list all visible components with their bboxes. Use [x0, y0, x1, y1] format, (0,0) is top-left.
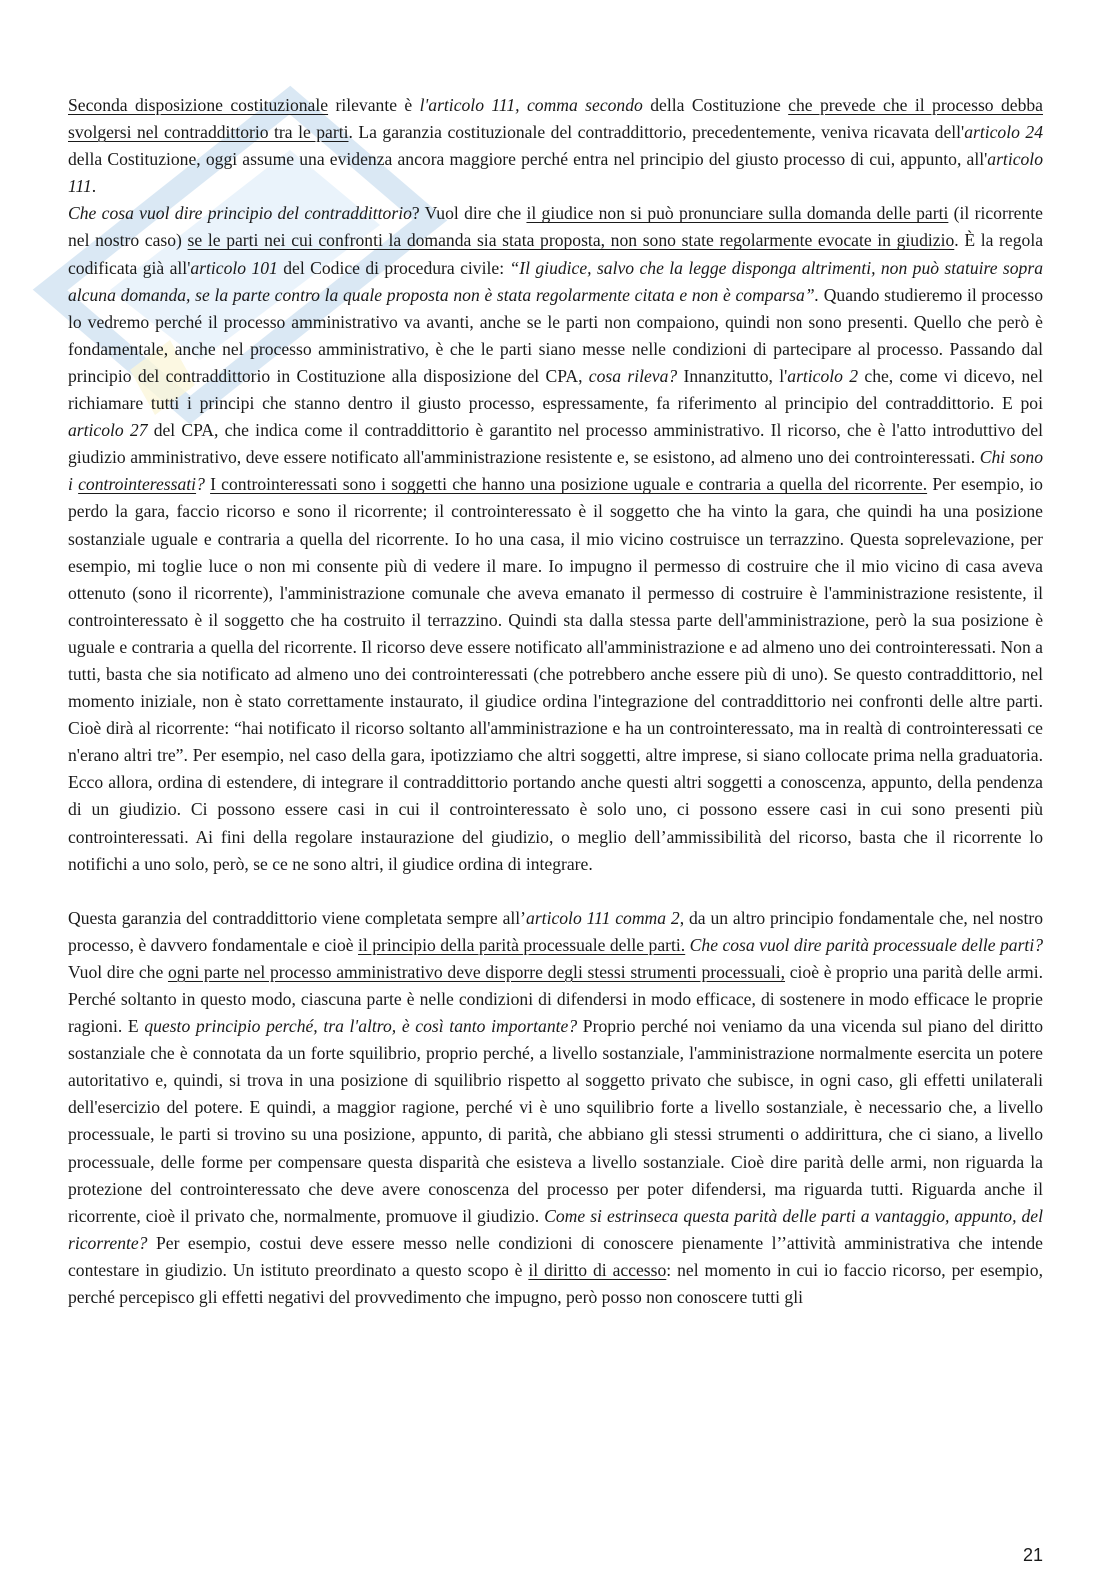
text-span: Che cosa vuol dire principio del contraddittorio — [68, 203, 412, 224]
text-span: articolo 24 — [964, 122, 1043, 143]
text-span: , da un altro principio fondamentale che, nel nostro processo, è davvero fondamentale e cioè — [68, 907, 1043, 955]
text-span: Come si estrinseca questa parità delle parti a vantaggio, appunto, del ricorrente? — [68, 1205, 1043, 1253]
text-span: della Costituzione — [642, 95, 789, 115]
text-span: . — [91, 176, 97, 197]
text-span: articolo 27 — [68, 420, 148, 441]
text-span: se le parti nei cui confronti la domanda sia stata proposta, non sono state regolarmente evocate in giudizio — [187, 230, 955, 251]
text-span: . È la regola codificata già all' — [68, 230, 1044, 278]
page-number: 21 — [1022, 1545, 1043, 1565]
text-span: ogni parte nel processo amministrativo deve disporre degli stessi strumenti processuali, — [167, 961, 786, 982]
text-span: del CPA, che indica come il contraddittorio è garantito nel processo amministrativo. Il ricorso, che è l'atto introduttivo del giudizio amministrativo, deve essere notificato all'amministrazione resistente e, se esistono, ad almeno uno dei controinteressati. — [68, 420, 1044, 468]
text-span: “Il giudice, salvo che la legge disponga altrimenti, non può statuire sopra alcuna domanda, se la parte contro la quale proposta non è stata regolarmente citata e non è comparsa”. — [68, 257, 1043, 305]
text-span: Per esempio, io perdo la gara, faccio ricorso e sono il ricorrente; il controinteressato è il soggetto che ha vinto la gara, che quindi ha una posizione sostanziale uguale e contraria a quella del ricorrente. Io ho una casa, il mio vicino costruisce un terrazzino. Questa soprelevazione, per esempio, mi toglie luce o non mi consente più di vedere il mare. Io impugno il permesso di costruire che il mio vicino di casa aveva ottenuto (sono il ricorrente), l'amministrazione comunale che aveva emanato il permesso di costruire è l'amministrazione resistente, il controinteressato è il soggetto che ha costruito il terrazzino. Quindi sta dalla stessa parte dell'amministrazione, però la sua posizione è uguale e contraria a quella del ricorrente. Il ricorso deve essere notificato all'amministrazione e ad almeno uno dei controinteressati. Non a tutti, basta che sia notificato ad almeno uno dei controinteressati (che potrebbero anche essere più di uno). Se questo contraddittorio, nel momento iniziale, non è stato correttamente instaurato, il giudice ordina l'integrazione del contraddittorio nei confronti delle altre parti. Cioè dirà al ricorrente: “hai notificato il ricorso soltanto all'amministrazione e ha un controinteressato, ma in realtà di controinteressati ce n'erano altri tre”. Per esempio, nel caso della gara, ipotizziamo che altri soggetti, altre imprese, si siano collocate prima nella graduatoria. Ecco allora, ordina di estendere, di integrare il contraddittorio portando anche questi altri soggetti a conoscenza, appunto, della pendenza di un giudizio. Ci possono essere casi in cui il controinteressato è solo uno, ci possono essere casi in cui sono presenti più controinteressati. Ai fini della regolare instaurazione del giudizio, o meglio dell’ammissibilità del ricorso, basta che il ricorrente lo notifichi a uno solo, però, se ce ne sono altri, il giudice ordina di integrare. — [68, 474, 1043, 874]
text-span: Quando studieremo il processo lo vedremo perché il processo amministrativo va avanti, anche se le parti non compaiono, quindi non sono presenti. Quello che però è fondamentale, anche nel processo amministrativo, è che le parti siano messe nelle condizioni di partecipare al processo. Passando dal principio del contraddittorio in Costituzione alla disposizione del CPA, — [68, 284, 1043, 386]
text-span: I controinteressati sono i soggetti che hanno una posizione uguale e contraria a quella del ricorrente. — [210, 474, 928, 495]
text-span: (il ricorrente nel nostro caso) — [68, 203, 1043, 251]
paragraph — [68, 905, 1043, 1311]
text-span: . La garanzia costituzionale del contraddittorio, precedentemente, veniva ricavata dell' — [348, 122, 965, 143]
text-span: Che cosa vuol dire parità processuale delle parti? — [689, 934, 1044, 955]
text-span: questo principio perché, tra l'altro, è così tanto importante? — [144, 1016, 578, 1037]
text-span: Proprio perché noi veniamo da una vicenda sul piano del diritto sostanziale che è connotata da un forte squilibrio, proprio perché, a livello sostanziale, l'amministrazione normalmente esercita un potere autoritativo e, quindi, si trova in una posizione di squilibrio rispetto al soggetto privato che subisce, in ogni caso, gli effetti unilaterali dell'esercizio del potere. E quindi, a maggior ragione, perché vi è uno squilibrio forte a livello sostanziale, è necessario che, a livello processuale, le parti si trovino su una posizione, appunto, di parità, che abbiano gli stessi strumenti o addirittura, che ci siano, a livello processuale, delle forme per compensare questa disparità che esisteva a livello sostanziale. Cioè dire parità delle armi, non riguarda la protezione del controinteressato che deve avere conoscenza del processo per poter difendersi, ma riguarda tutti. Riguarda anche il ricorrente, cioè il privato che, normalmente, promuove il giudizio. — [68, 1016, 1043, 1226]
text-span: articolo 111 comma 2 — [526, 907, 680, 928]
paragraph — [68, 200, 1043, 877]
text-span: ? — [196, 474, 205, 495]
text-span: del Codice di procedura civile: — [277, 257, 510, 278]
text-span: Vuol dire che — [68, 961, 168, 982]
text-span: il principio della parità processuale delle parti. — [358, 934, 686, 955]
text-span: Per esempio, costui deve essere messo nelle condizioni di conoscere pienamente l’’attività amministrativa che intende contestare in giudizio. Un istituto preordinato a questo scopo è — [68, 1232, 1043, 1280]
text-span: cosa rileva? — [588, 365, 678, 386]
text-span: il diritto di accesso — [528, 1259, 667, 1280]
text-span: che prevede che il processo debba svolgersi nel contraddittorio tra le parti — [68, 95, 1043, 143]
text-span: Seconda disposizione costituzionale — [68, 95, 329, 115]
text-span: rilevante è — [328, 95, 420, 115]
document-body — [68, 92, 1043, 1311]
paragraph — [68, 92, 1043, 200]
text-span: articolo 2 — [787, 365, 859, 386]
text-span: che, come vi dicevo, nel richiamare tutti i principi che stanno dentro il giusto processo, espressamente, fa riferimento al principio del contraddittorio. E poi — [68, 365, 1043, 414]
text-span: della Costituzione, oggi assume una evidenza ancora maggiore perché entra nel principio del giusto processo di cui, appunto, all' — [68, 149, 988, 170]
text-span: : nel momento in cui io faccio ricorso, per esempio, perché percepisco gli effetti negativi del provvedimento che impugno, però posso non conoscere tutti gli — [68, 1259, 1043, 1308]
text-span: Innanzitutto, l' — [677, 365, 788, 386]
text-span: Questa garanzia del contraddittorio viene completata sempre all’ — [68, 907, 527, 928]
text-span: Chi sono i — [68, 447, 1043, 495]
text-span: ? Vuol dire che — [411, 203, 527, 224]
text-span: cioè è proprio una parità delle armi. Perché soltanto in questo modo, ciascuna parte è nelle condizioni di difendersi in modo efficace, di sostenere in modo efficace le proprie ragioni. E — [68, 961, 1043, 1037]
text-span: articolo 111 — [68, 149, 1043, 197]
text-span: l'articolo 111, comma secondo — [419, 95, 643, 115]
text-span: il giudice non si può pronunciare sulla domanda delle parti — [526, 203, 949, 224]
text-span: articolo 101 — [190, 257, 278, 278]
text-span: controinteressati — [78, 474, 197, 495]
